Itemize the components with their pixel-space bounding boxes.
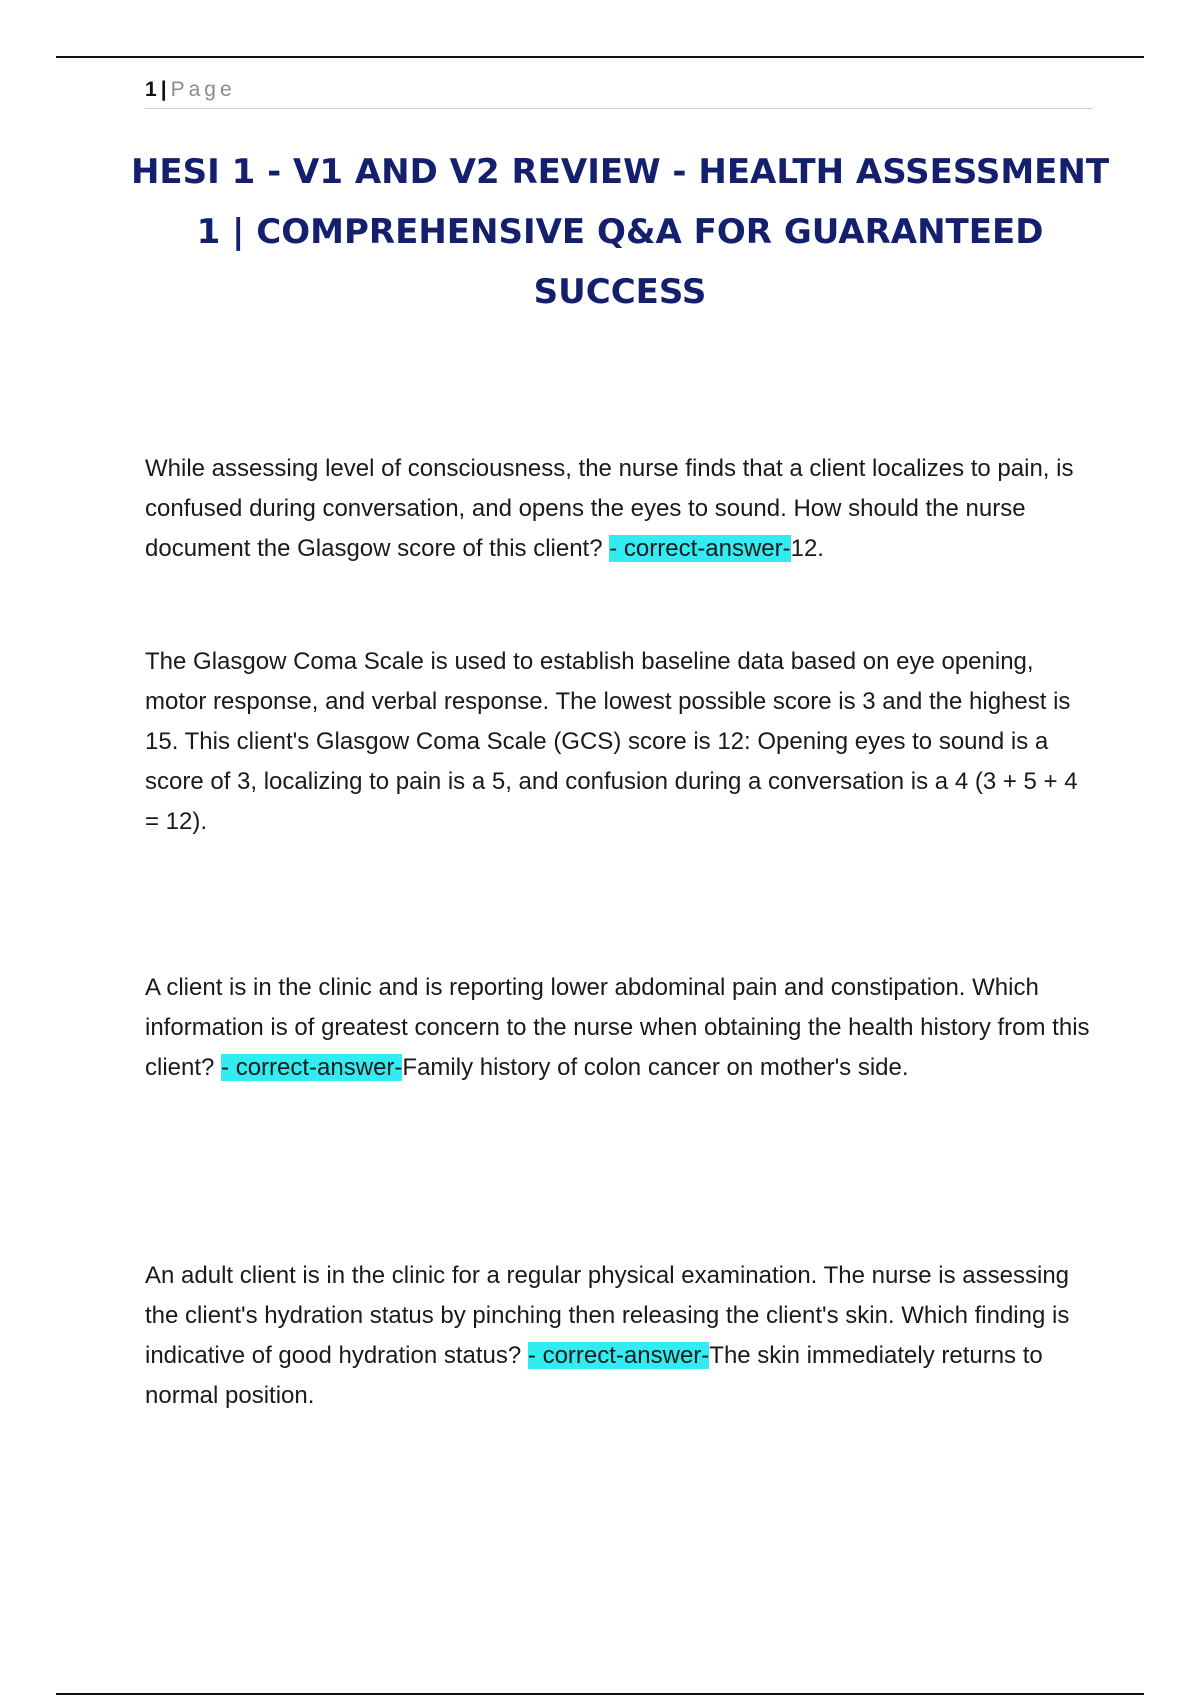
question-block-2 — [145, 968, 1090, 1088]
correct-answer-marker: - correct-answer- — [527, 1342, 710, 1369]
top-border-line — [56, 56, 1144, 58]
bottom-border-line — [56, 1693, 1144, 1695]
answer-text: Family history of colon cancer on mother's side. — [402, 1054, 909, 1081]
question-text: A client is in the clinic and is reporting lower abdominal pain and constipation. Which information is of greatest concern to the nurse when obtaining the health history from this client? — [145, 974, 1090, 1081]
correct-answer-marker: - correct-answer- — [609, 535, 791, 562]
correct-answer-marker: - correct-answer- — [221, 1054, 403, 1081]
page-label: Page — [170, 78, 236, 101]
page-separator: | — [160, 78, 167, 101]
rationale-text: The Glasgow Coma Scale is used to establish baseline data based on eye opening, motor response, and verbal response. The lowest possible score is 3 and the highest is 15. This client's Glasgow Coma Scale (GCS) score is 12: Opening eyes to sound is a score of 3, localizing to pain is a 5, and confusion during a conversation is a 4 (3 + 5 + 4 = 12). — [145, 648, 1078, 835]
document-title: HESI 1 - V1 AND V2 REVIEW - HEALTH ASSESSMENT 1 | COMPREHENSIVE Q&A FOR GUARANTEED SUCCESS — [130, 152, 1110, 312]
question-text: An adult client is in the clinic for a regular physical examination. The nurse is assessing the client's hydration status by pinching then releasing the client's skin. Which finding is indicative of good hydration status? — [145, 1262, 1070, 1369]
page-number: 1 — [145, 78, 157, 101]
question-block-1 — [145, 449, 1090, 569]
rationale-block — [145, 642, 1090, 842]
answer-text: 12. — [790, 535, 824, 562]
page-header — [145, 76, 1093, 109]
question-block-3 — [145, 1256, 1090, 1416]
question-text: While assessing level of consciousness, the nurse finds that a client localizes to pain, is confused during conversation, and opens the eyes to sound. How should the nurse document the Glasgow score of this client? — [145, 455, 1074, 562]
answer-text: The skin immediately returns to normal position. — [145, 1342, 1043, 1409]
